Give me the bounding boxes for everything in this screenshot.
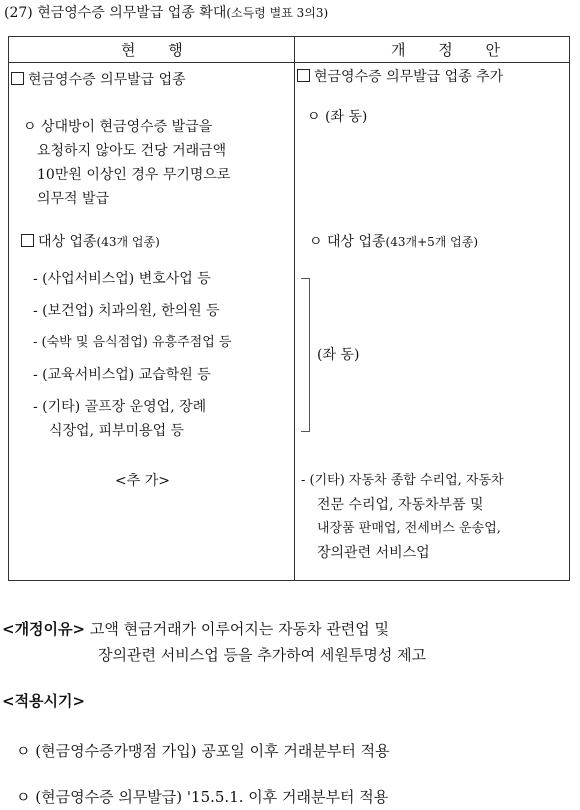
revised-same-2: (좌 동) (317, 347, 360, 363)
current-desc-1: ㅇ 상대방이 현금영수증 발급을 (23, 119, 213, 135)
comparison-table (8, 36, 570, 581)
reason-line-1: <개정이유> 고액 현금거래가 이루어지는 자동차 관련업 및 (2, 620, 390, 638)
header-divider (9, 62, 569, 63)
current-list-5: - (기타) 골프장 운영업, 장례 (33, 399, 207, 415)
current-item2: 대상 업종(43개 업종) (21, 230, 160, 254)
title-source: (소득령 별표 3의3) (226, 6, 329, 20)
revised-item2: ㅇ 대상 업종(43개+5개 업종) (309, 234, 479, 250)
title-main: (27) 현금영수증 의무발급 업종 확대 (4, 5, 227, 21)
checkbox-icon (11, 72, 24, 85)
reason-label: <개정이유> (2, 620, 86, 638)
checkbox-icon (297, 69, 310, 82)
current-add: <추 가> (115, 473, 170, 489)
current-desc-4: 의무적 발급 (37, 191, 110, 207)
revised-same-1: ㅇ (좌 동) (307, 109, 368, 125)
revised-added-2: 전문 수리업, 자동차부품 및 (317, 497, 484, 513)
reason-line-2: 장의관련 서비스업 등을 추가하여 세원투명성 제고 (98, 646, 427, 664)
timing-item-1: ㅇ (현금영수증가맹점 가입) 공포일 이후 거래분부터 적용 (16, 742, 390, 760)
revised-added-3: 내장품 판매업, 전세버스 운송업, (317, 521, 501, 536)
revised-added-4: 장의관련 서비스업 (317, 545, 430, 561)
current-list-1: - (사업서비스업) 변호사업 등 (33, 271, 211, 287)
current-desc-2: 요청하지 않아도 건당 거래금액 (37, 143, 227, 159)
timing-label: <적용시기> (2, 692, 86, 710)
current-list-4: - (교육서비스업) 교습학원 등 (33, 367, 211, 383)
current-list-2: - (보건업) 치과의원, 한의원 등 (33, 303, 220, 319)
column-divider (294, 37, 295, 580)
bracket (301, 278, 310, 432)
current-list-3: - (숙박 및 음식점업) 유흥주점업 등 (33, 335, 232, 350)
current-item1: 현금영수증 의무발급 업종 (11, 68, 186, 92)
revised-added-1: - (기타) 자동차 종합 수리업, 자동차 (301, 473, 504, 488)
current-desc-3: 10만원 이상인 경우 무기명으로 (37, 167, 231, 183)
current-list-6: 식장업, 피부미용업 등 (49, 423, 185, 439)
section-title (4, 2, 328, 22)
timing-item-2: ㅇ (현금영수증 의무발급) '15.5.1. 이후 거래분부터 적용 (16, 788, 389, 806)
revised-item1: 현금영수증 의무발급 업종 추가 (297, 65, 503, 89)
checkbox-icon (21, 234, 34, 247)
header-revised: 개 정 안 (391, 41, 515, 59)
header-current: 현 행 (121, 41, 197, 59)
